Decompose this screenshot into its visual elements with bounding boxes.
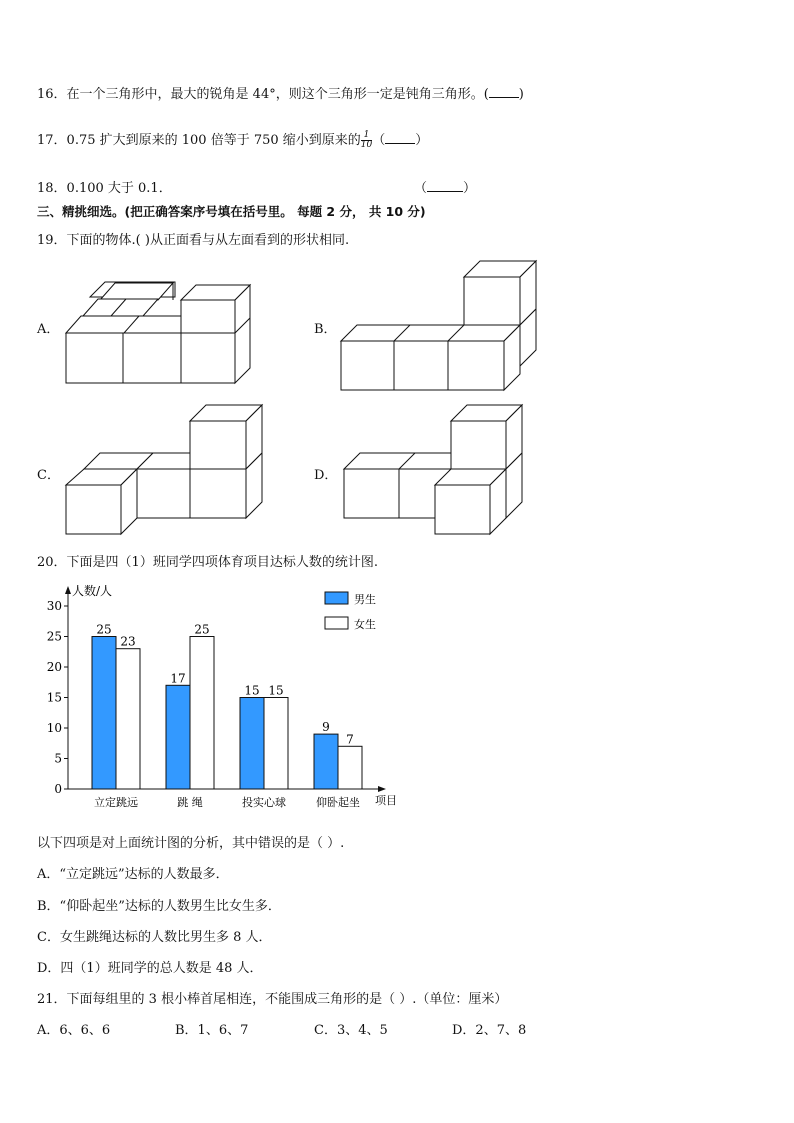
choice-c[interactable]: C．3、4、5: [314, 1023, 388, 1038]
answer-blank[interactable]: [427, 179, 463, 192]
category-label: 投实心球: [242, 796, 286, 809]
option-a-label[interactable]: A．: [37, 322, 60, 337]
y-axis-label: 人数/人: [72, 584, 113, 598]
y-tick-label: 0: [54, 782, 62, 796]
cube-figure-a: [60, 270, 260, 390]
legend-swatch: [325, 592, 348, 604]
paren-close: ): [518, 87, 524, 102]
category-label: 立定跳远: [94, 796, 138, 809]
bar-chart: [28, 578, 408, 813]
paren-open: （: [372, 133, 386, 148]
question-20: 20．下面是四（1）班同学四项体育项目达标人数的统计图.: [37, 555, 378, 570]
bar: [92, 637, 116, 790]
section-heading: 三、精挑细选。(把正确答案序号填在括号里。 每题 2 分， 共 10 分): [37, 204, 426, 219]
fraction-numerator: 1: [361, 131, 372, 141]
bar: [264, 698, 288, 790]
x-axis-arrow: [378, 786, 386, 792]
question-18-text: 18．0.100 大于 0.1．: [37, 181, 172, 196]
bar: [190, 637, 214, 790]
x-axis-label: 项目: [375, 794, 397, 807]
y-tick-label: 5: [54, 751, 62, 766]
choice-b[interactable]: B．“仰卧起坐”达标的人数男生比女生多．: [37, 899, 281, 914]
question-16: [37, 83, 524, 102]
answer-blank[interactable]: [489, 85, 519, 98]
option-d-label[interactable]: D．: [314, 468, 338, 483]
y-tick-label: 20: [46, 660, 62, 674]
choice-d[interactable]: D．四（1）班同学的总人数是 48 人．: [37, 961, 263, 976]
question-18-answer: [414, 177, 476, 196]
data-label: 17: [170, 671, 186, 686]
cube-figure-d: [340, 402, 526, 538]
bar: [240, 698, 264, 790]
y-tick-label: 30: [46, 599, 62, 613]
choice-b[interactable]: B．1、6、7: [175, 1023, 249, 1038]
data-label: 15: [244, 683, 260, 698]
legend-label: 女生: [354, 618, 376, 631]
cube-figure-c: [62, 402, 264, 538]
data-label: 9: [322, 720, 330, 735]
choice-c[interactable]: C．女生跳绳达标的人数比男生多 8 人．: [37, 930, 272, 945]
legend-label: 男生: [354, 593, 376, 606]
chart-bars: [92, 623, 362, 810]
y-tick-label: 15: [46, 690, 62, 705]
data-label: 25: [96, 622, 112, 637]
y-tick-label: 10: [46, 721, 62, 735]
paren-close: ）: [463, 181, 477, 196]
data-label: 15: [268, 683, 284, 698]
question-19: 19．下面的物体.( )从正面看与从左面看到的形状相同.: [37, 233, 350, 248]
choice-a[interactable]: A．6、6、6: [37, 1023, 111, 1038]
choice-d[interactable]: D．2、7、8: [452, 1023, 527, 1038]
data-label: 25: [194, 622, 210, 637]
data-label: 7: [346, 732, 354, 747]
question-16-text: 16．在一个三角形中，最大的锐角是 44°，则这个三角形一定是钝角三角形。(: [37, 87, 489, 102]
cube-figure-b: [338, 258, 542, 393]
category-label: 仰卧起坐: [316, 796, 360, 809]
choice-a[interactable]: A．“立定跳远”达标的人数最多．: [37, 867, 229, 882]
fraction-denominator: 10: [360, 140, 373, 150]
y-axis-arrow: [65, 586, 71, 594]
bar: [116, 649, 140, 789]
question-17-text: 17．0.75 扩大到原来的 100 倍等于 750 缩小到原来的: [37, 133, 361, 148]
paren-open: （: [414, 181, 428, 196]
option-b-label[interactable]: B．: [314, 322, 337, 337]
data-label: 23: [120, 634, 136, 649]
chart-legend: [325, 592, 376, 631]
legend-swatch: [325, 617, 348, 629]
option-c-label[interactable]: C．: [37, 468, 60, 483]
question-20-prompt: 以下四项是对上面统计图的分析，其中错误的是（ ）.: [37, 836, 345, 851]
paren-close: ）: [415, 133, 429, 148]
question-21: 21．下面每组里的 3 根小棒首尾相连，不能围成三角形的是（ ）.（单位：厘米）: [37, 992, 508, 1007]
category-label: 跳 绳: [177, 796, 203, 809]
bar: [314, 734, 338, 789]
fraction: [361, 131, 372, 150]
y-tick-label: 25: [46, 629, 62, 644]
question-18: [37, 177, 172, 196]
bar: [166, 685, 190, 789]
bar: [338, 746, 362, 789]
answer-blank[interactable]: [385, 131, 415, 144]
question-17: [37, 129, 428, 150]
